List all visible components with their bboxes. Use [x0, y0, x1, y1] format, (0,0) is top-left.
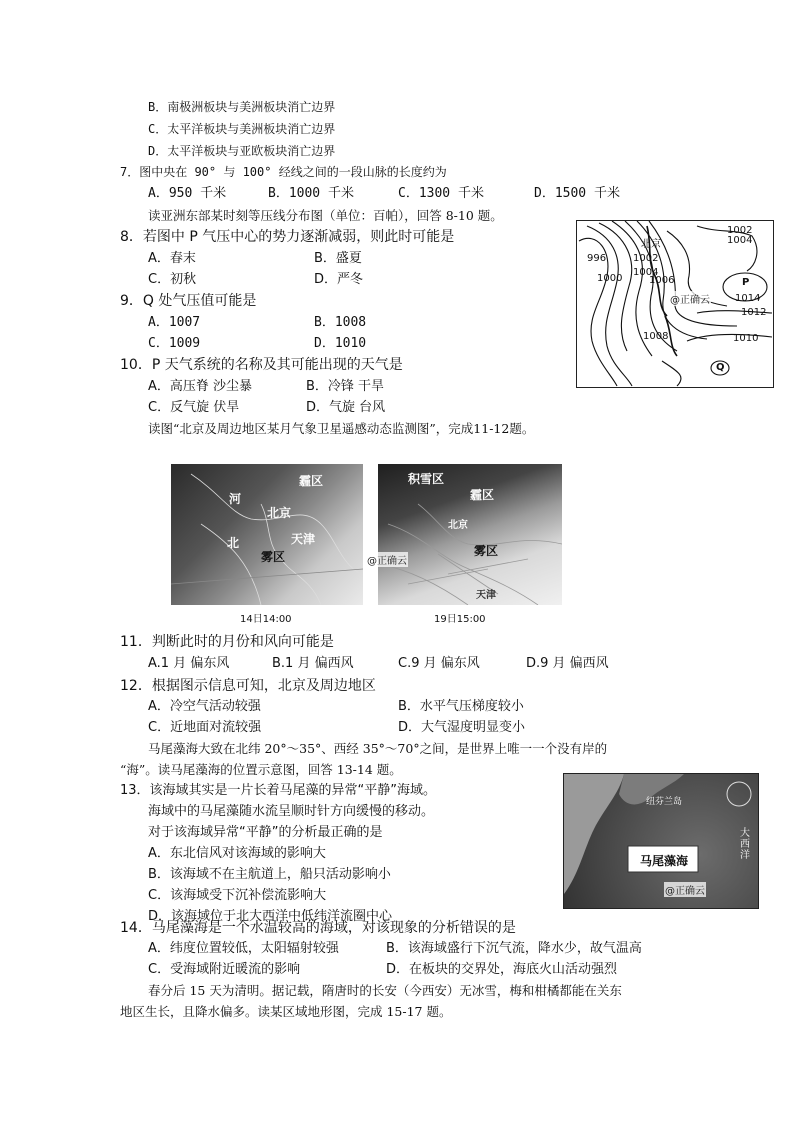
q6-option-d: D．太平洋板块与亚欧板块消亡边界 — [148, 144, 336, 158]
q7-option-a: A．950 千米 — [148, 186, 227, 201]
isobar-label-1002b: 1002 — [633, 253, 659, 264]
q13-stem-line2: 海域中的马尾藻随水流呈顺时针方向缓慢的移动。 — [148, 804, 435, 819]
q11-option-c: C.9 月 偏东风 — [398, 656, 480, 671]
q11-stem: 11．判断此时的月份和风向可能是 — [120, 634, 334, 650]
isobar-label-1008: 1008 — [643, 331, 669, 342]
isobar-watermark: @正确云 — [669, 291, 711, 306]
isobar-label-1002: 1002 — [727, 225, 753, 236]
q6-option-b: B．南极洲板块与美洲板块消亡边界 — [148, 100, 336, 114]
q9-option-d: D．1010 — [314, 336, 367, 351]
isobar-label-1004: 1004 — [727, 235, 753, 246]
q13-option-c: C．该海域受下沉补偿流影响大 — [148, 888, 327, 903]
q12-option-b: B．水平气压梯度较小 — [398, 699, 524, 714]
q8-option-b: B．盛夏 — [314, 251, 362, 266]
q9-option-b: B．1008 — [314, 315, 367, 330]
sat-right-caption: 19日15:00 — [434, 614, 486, 625]
q9-option-c: C．1009 — [148, 336, 201, 351]
q12-option-a: A．冷空气活动较强 — [148, 699, 261, 714]
sat-right-label-snow: 积雪区 — [408, 472, 445, 486]
intro-15-17-line1: 春分后 15 天为清明。据记载，隋唐时的长安（今西安）无冰雪，梅和柑橘都能在关东 — [148, 983, 622, 998]
isobar-label-1012: 1012 — [741, 307, 767, 318]
q8-option-a: A．春末 — [148, 251, 196, 266]
sargasso-label-sea: 马尾藻海 — [640, 854, 689, 868]
sat-left-label-beijing: 北京 — [267, 506, 292, 520]
q8-option-d: D．严冬 — [314, 272, 364, 287]
q14-option-d: D．在板块的交界处，海底火山活动强烈 — [386, 962, 618, 977]
sat-left-label-haze: 霾区 — [299, 474, 324, 488]
sargasso-sea-map — [563, 773, 759, 909]
q13-option-a: A．东北信风对该海域的影响大 — [148, 846, 326, 861]
satellite-image-left — [171, 464, 363, 605]
isobar-label-1000: 1000 — [597, 273, 623, 284]
isobar-label-q: Q — [716, 362, 725, 373]
q9-option-a: A．1007 — [148, 315, 201, 330]
q7-stem: 7．图中央在 90° 与 100° 经线之间的一段山脉的长度约为 — [120, 165, 447, 179]
intro-8-10: 读亚洲东部某时刻等压线分布图（单位：百帕），回答 8-10 题。 — [148, 208, 503, 223]
q13-stem-line1: 13．该海域其实是一片长着马尾藻的异常“平静”海域。 — [120, 783, 437, 798]
q10-option-c: C．反气旋 伏旱 — [148, 400, 240, 415]
sat-left-caption: 14日14:00 — [240, 614, 292, 625]
q11-option-b: B.1 月 偏西风 — [272, 656, 354, 671]
sat-left-borders — [171, 464, 363, 605]
q13-option-d: D．该海域位于北大西洋中低纬洋流圈中心 — [148, 909, 393, 924]
q12-stem: 12．根据图示信息可知，北京及周边地区 — [120, 678, 376, 694]
q13-stem-line3: 对于该海域异常“平静”的分析最正确的是 — [148, 825, 383, 840]
intro-15-17-line2: 地区生长，且降水偏多。读某区域地形图，完成 15-17 题。 — [120, 1004, 452, 1019]
q10-option-a: A．高压脊 沙尘暴 — [148, 379, 253, 394]
isobar-label-1010: 1010 — [733, 333, 759, 344]
q11-option-d: D.9 月 偏西风 — [526, 656, 609, 671]
intro-13-14-line1: 马尾藻海大致在北纬 20°～35°、西经 35°～70°之间，是世界上唯一一个没有岸的 — [148, 741, 608, 756]
q8-option-c: C．初秋 — [148, 272, 197, 287]
q7-option-d: D．1500 千米 — [534, 186, 620, 201]
q10-option-d: D．气旋 台风 — [306, 400, 386, 415]
satellite-image-right — [378, 464, 562, 605]
isobar-label-p: P — [742, 277, 750, 288]
q14-option-c: C．受海域附近暖流的影响 — [148, 962, 301, 977]
sat-right-label-fog: 雾区 — [474, 544, 499, 558]
q12-option-d: D．大气湿度明显变小 — [398, 720, 526, 735]
q11-option-a: A.1 月 偏东风 — [148, 656, 230, 671]
sargasso-label-newfoundland: 纽芬兰岛 — [646, 797, 683, 807]
sat-left-label-fog: 雾区 — [261, 550, 286, 564]
q14-option-b: B．该海域盛行下沉气流，降水少，故气温高 — [386, 941, 642, 956]
q10-stem: 10．P 天气系统的名称及其可能出现的天气是 — [120, 357, 403, 373]
q7-option-c: C．1300 千米 — [398, 186, 484, 201]
q13-option-b: B．该海域不在主航道上，船只活动影响小 — [148, 867, 391, 882]
isobar-label-1014: 1014 — [735, 293, 761, 304]
isobar-map — [576, 220, 774, 388]
isobar-label-1006: 1006 — [649, 275, 675, 286]
intro-13-14-line2: “海”。读马尾藻海的位置示意图，回答 13-14 题。 — [120, 762, 402, 777]
intro-11-12: 读图“北京及周边地区某月气象卫星遥感动态监测图”，完成11-12题。 — [148, 421, 535, 436]
q6-option-c: C．太平洋板块与美洲板块消亡边界 — [148, 122, 336, 136]
sat-right-watermark: @正确云 — [366, 552, 408, 567]
q10-option-b: B．冷锋 干旱 — [306, 379, 385, 394]
sat-right-label-haze: 霾区 — [470, 488, 495, 502]
isobar-label-beijing: 北京 — [641, 239, 661, 250]
q14-option-a: A．纬度位置较低，太阳辐射较强 — [148, 941, 339, 956]
sargasso-label-atlantic: 大西洋 — [740, 828, 750, 861]
sat-left-label-tianjin: 天津 — [291, 532, 316, 546]
q8-stem: 8．若图中 P 气压中心的势力逐渐减弱，则此时可能是 — [120, 229, 455, 245]
q9-stem: 9．Q 处气压值可能是 — [120, 293, 257, 309]
q14-stem: 14．马尾藻海是一个水温较高的海域，对该现象的分析错误的是 — [120, 920, 516, 936]
sat-left-label-he: 河 — [229, 492, 242, 506]
isobar-label-1004b: 1004 — [633, 267, 659, 278]
sat-right-label-tianjin: 天津 — [476, 590, 496, 601]
sat-right-label-beijing: 北京 — [448, 520, 468, 531]
isobar-label-996: 996 — [587, 253, 607, 264]
q12-option-c: C．近地面对流较强 — [148, 720, 262, 735]
sat-left-label-bei: 北 — [227, 536, 240, 550]
sargasso-watermark: @正确云 — [664, 882, 706, 897]
q7-option-b: B．1000 千米 — [268, 186, 354, 201]
